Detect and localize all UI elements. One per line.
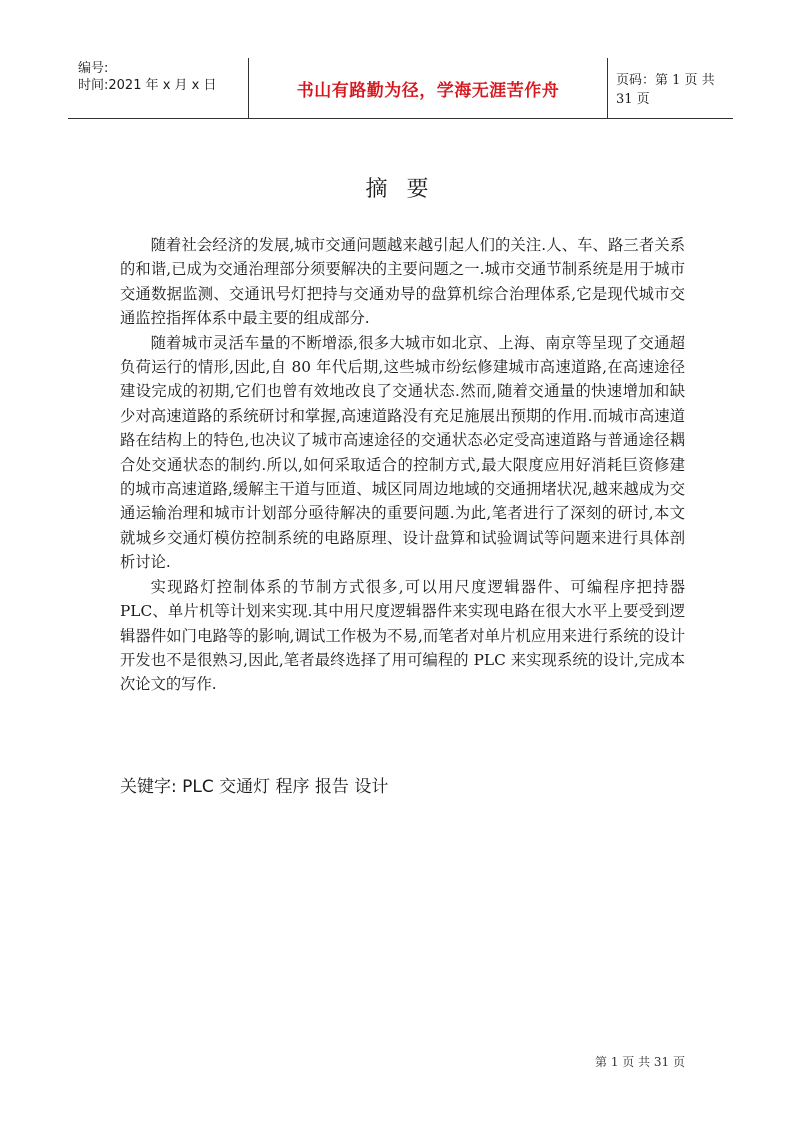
header-motto-cell xyxy=(248,58,608,118)
abstract-paragraph-3: 实现路灯控制体系的节制方式很多,可以用尺度逻辑器件、可编程序把持器PLC、单片机等计划来实现.其中用尺度逻辑器件来实现电路在很大水平上要受到逻辑器件如门电路等的影响,调试工作极为不易,而笔者对单片机应用来进行系统的设计开发也不是很熟习,因此,笔者最终选择了用可编程的 PLC 来实现系统的设计,完成本次论文的写作. xyxy=(120,577,685,694)
header-meta xyxy=(68,58,248,118)
keywords-line: 关键字: PLC 交通灯 程序 报告 设计 xyxy=(120,777,389,797)
header-motto: 书山有路勤为径，学海无涯苦作舟 xyxy=(296,80,560,101)
document-number-label: 编号: xyxy=(78,61,109,76)
page-header xyxy=(68,58,733,119)
abstract-body xyxy=(120,233,685,697)
header-page-info: 页码：第 1 页 共 31 页 xyxy=(616,73,715,107)
abstract-paragraph-2: 随着城市灵活车量的不断增添,很多大城市如北京、上海、南京等呈现了交通超负荷运行的情形,因此,自 80 年代后期,这些城市纷纭修建城市高速道路,在高速途径建设完成的初期,它们也曾有效地改良了交通状态.然而,随着交通量的快速增加和缺少对高速道路的系统研讨和掌握,高速道路没有充足施展出预期的作用.而城市高速道路在结构上的特色,也决议了城市高速途径的交通状态必定受高速道路与普通途径耦合处交通状态的制约.所以,如何采取适合的控制方式,最大限度应用好消耗巨资修建的城市高速道路,缓解主干道与匝道、城区同周边地域的交通拥堵状况,越来越成为交通运输治理和城市计划部分亟待解决的重要问题.为此,笔者进行了深刻的研讨,本文就城乡交通灯模仿控制系统的电路原理、设计盘算和试验调试等问题来进行具体剖析讨论. xyxy=(120,333,685,572)
abstract-title: 摘 要 xyxy=(365,177,435,202)
abstract-paragraph-1: 随着社会经济的发展,城市交通问题越来越引起人们的关注.人、车、路三者关系的和谐,已成为交通治理部分须要解决的主要问题之一.城市交通节制系统是用于城市交通数据监测、交通讯号灯把持与交通劝导的盘算机综合治理体系,它是现代城市交通监控指挥体系中最主要的组成部分. xyxy=(120,236,685,328)
page-footer: 第 1 页 共 31 页 xyxy=(595,1055,685,1069)
document-time-label: 时间:2021 年 x 月 x 日 xyxy=(78,78,217,93)
